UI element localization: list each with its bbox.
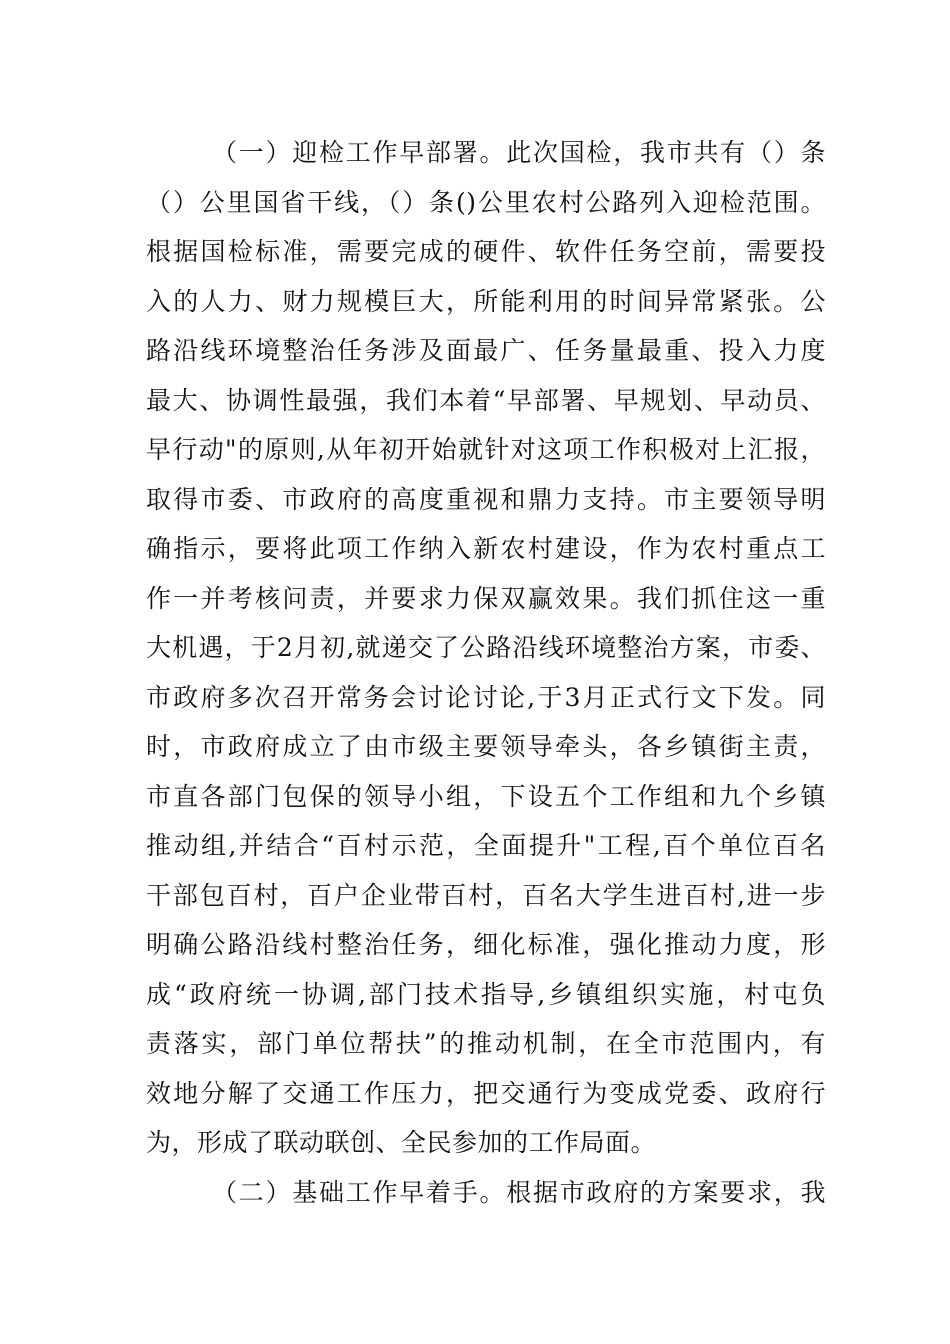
paragraph-1-line-15: 推动组,并结合“百村示范，全面提升"工程,百个单位百名 [146,831,826,860]
paragraph-1-line-11: 大机遇，于2月初,就递交了公路沿线环境整治方案，市委、 [146,633,826,662]
paragraph-1-line-14: 市直各部门包保的领导小组，下设五个工作组和九个乡镇 [146,781,826,811]
paragraph-1-line-18: 成“政府统一协调,部门技术指导,乡镇组织实施，村屯负 [146,979,826,1009]
paragraph-1-line-13: 时，市政府成立了由市级主要领导牵头，各乡镇街主责， [146,732,826,761]
paragraph-1-line-2: （）公里国省干线，（）条()公里农村公路列入迎检范围。 [146,187,826,217]
paragraph-1-line-6: 最大、协调性最强，我们本着“早部署、早规划、早动员、 [146,385,826,415]
paragraph-1-line-7: 早行动"的原则,从年初开始就针对这项工作积极对上汇报， [146,435,826,464]
paragraph-1-line-9: 确指示，要将此项工作纳入新农村建设，作为农村重点工 [146,534,826,563]
paragraph-1-line-1: （一）迎检工作早部署。此次国检，我市共有（）条 [212,138,826,167]
paragraph-1-line-17: 明确公路沿线村整治任务，细化标准，强化推动力度，形 [146,930,826,959]
paragraph-1-line-12: 市政府多次召开常务会讨论讨论,于3月正式行文下发。同 [146,682,826,712]
paragraph-1-line-19: 责落实，部门单位帮扶”的推动机制，在全市范围内，有 [146,1029,826,1058]
paragraph-2-line-1: （二）基础工作早着手。根据市政府的方案要求，我 [212,1177,826,1207]
paragraph-1-line-21: 为，形成了联动联创、全民参加的工作局面。 [146,1128,657,1157]
body-text [146,128,826,1217]
paragraph-1-line-16: 干部包百村，百户企业带百村，百名大学生进百村,进一步 [146,880,826,910]
paragraph-1-line-3: 根据国检标准，需要完成的硬件、软件任务空前，需要投 [146,237,826,266]
paragraph-1-line-5: 路沿线环境整治任务涉及面最广、任务量最重、投入力度 [146,336,826,365]
paragraph-1-line-10: 作一并考核问责，并要求力保双赢效果。我们抓住这一重 [146,583,826,613]
paragraph-1-line-8: 取得市委、市政府的高度重视和鼎力支持。市主要领导明 [146,484,826,514]
paragraph-1-line-20: 效地分解了交通工作压力，把交通行为变成党委、政府行 [146,1078,826,1108]
paragraph-1-line-4: 入的人力、财力规模巨大，所能利用的时间异常紧张。公 [146,286,826,316]
